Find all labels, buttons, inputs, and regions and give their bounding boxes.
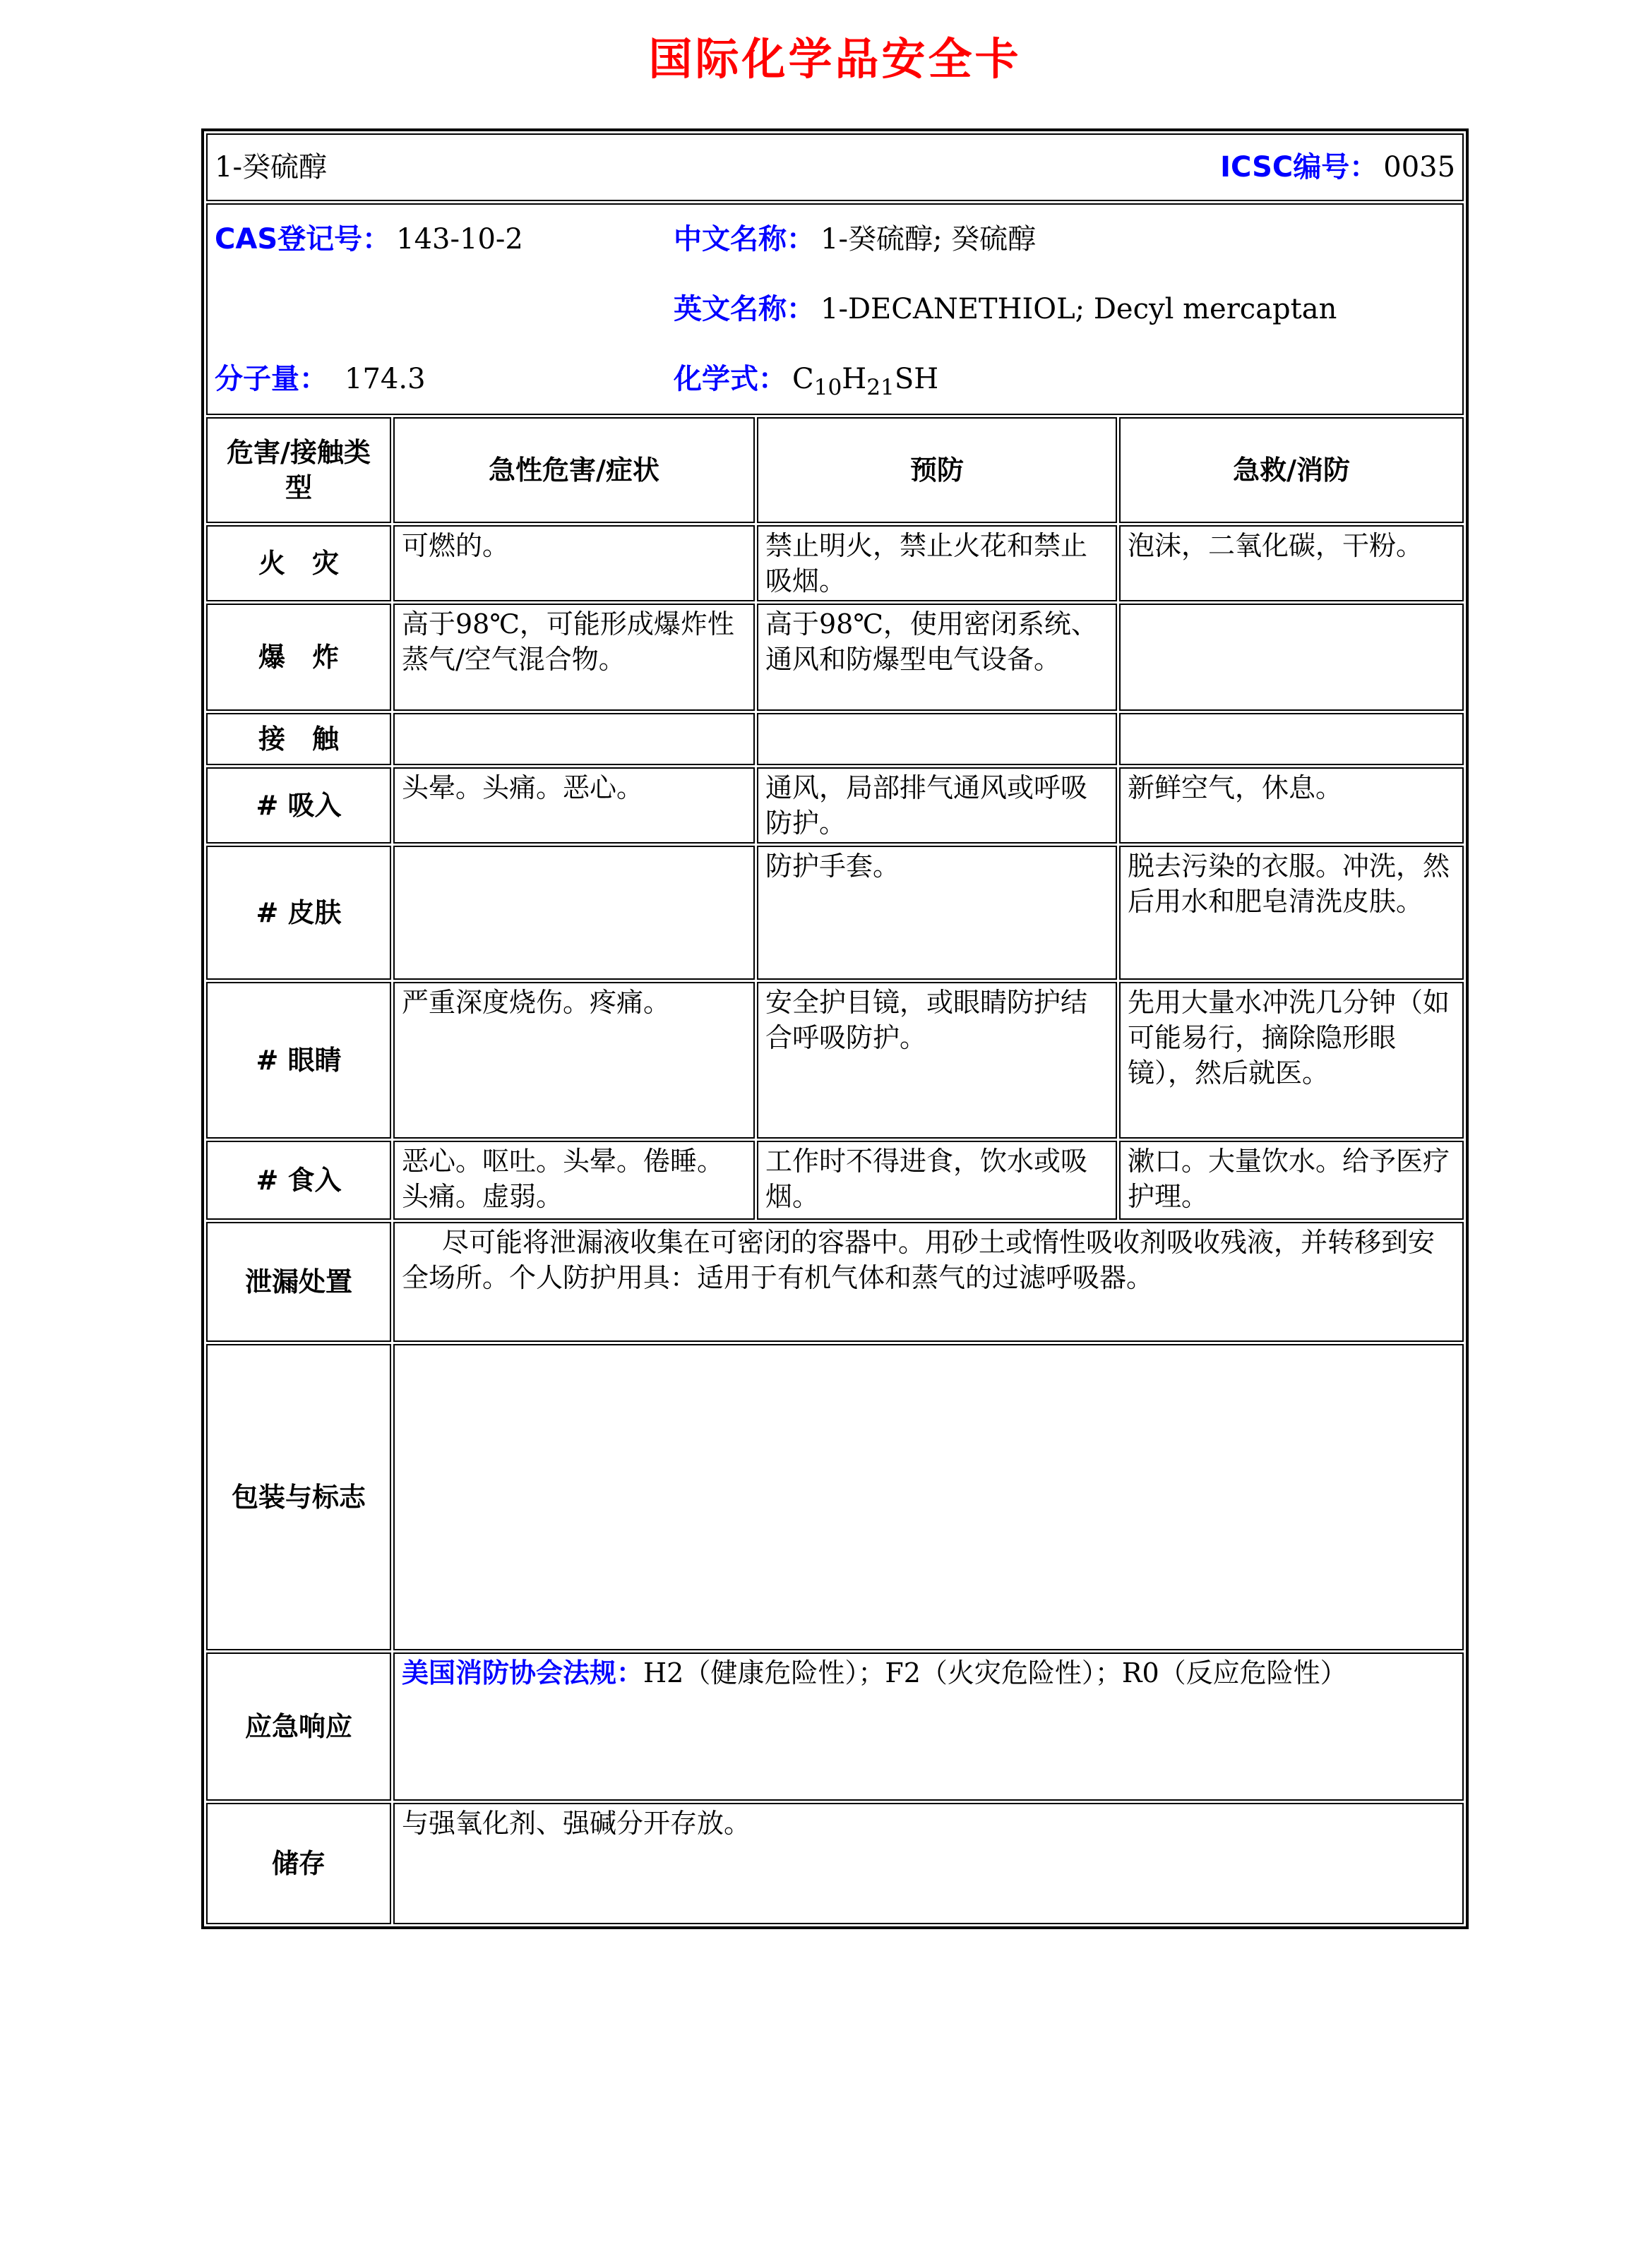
chemical-formula: [792, 362, 939, 400]
table-row-spill-disposal: [206, 1222, 1464, 1342]
table-row-storage: [206, 1803, 1464, 1924]
chinese-name-line: [674, 222, 1462, 257]
table-row-emergency-response: [206, 1652, 1464, 1801]
formula-h: H: [842, 362, 867, 395]
cas-label: CAS登记号：: [215, 223, 391, 256]
row-label-skin: # 皮肤: [206, 846, 391, 980]
inhalation-aid-cell: 新鲜空气，休息。: [1119, 767, 1464, 844]
nfpa-value: H2（健康危险性）；F2（火灾危险性）；R0（反应危险性）: [643, 1657, 1347, 1688]
spill-disposal-cell: 尽可能将泄漏液收集在可密闭的容器中。用砂土或惰性吸收剂吸收残液，并转移到安全场所。个人防护用具：适用于有机气体和蒸气的过滤呼吸器。: [393, 1222, 1464, 1342]
molecular-weight-value: 174.3: [345, 362, 426, 395]
table-row-fire: [206, 525, 1464, 601]
formula-label: 化学式：: [674, 362, 787, 395]
skin-prevention-cell: 防护手套。: [757, 846, 1117, 980]
english-name-label: 英文名称：: [674, 292, 815, 325]
english-name-value: 1-DECANETHIOL; Decyl mercaptan: [820, 292, 1337, 325]
cas-line: [215, 222, 674, 257]
storage-cell: 与强氧化剂、强碱分开存放。: [393, 1803, 1464, 1924]
identifiers-cell: [206, 203, 1464, 415]
safety-card-table: [201, 128, 1469, 1929]
identifiers-row: [206, 203, 1464, 415]
col-header-symptoms: 急性危害/症状: [393, 417, 755, 523]
contact-symptoms-cell: [393, 713, 755, 765]
icsc-number: 0035: [1383, 151, 1456, 184]
explosion-aid-cell: [1119, 604, 1464, 711]
page-title: 国际化学品安全卡: [648, 33, 1022, 85]
fire-prevention-cell: 禁止明火，禁止火花和禁止吸烟。: [757, 525, 1117, 601]
ingestion-aid-cell: 漱口。大量饮水。给予医疗护理。: [1119, 1141, 1464, 1220]
substance-name: 1-癸硫醇: [215, 151, 327, 184]
formula-c-subscript: 10: [813, 374, 842, 400]
row-label-storage: 储存: [206, 1803, 391, 1924]
row-label-packaging: 包装与标志: [206, 1344, 391, 1650]
col-header-hazard-type: 危害/接触类型: [206, 417, 391, 523]
row-label-emergency-response: 应急响应: [206, 1652, 391, 1801]
molecular-weight-line: [215, 361, 674, 397]
fire-symptoms-cell: 可燃的。: [393, 525, 755, 601]
row-label-inhalation: # 吸入: [206, 767, 391, 844]
table-row-skin: [206, 846, 1464, 980]
col-header-first-aid: 急救/消防: [1119, 417, 1464, 523]
skin-symptoms-cell: [393, 846, 755, 980]
row-label-explosion: 爆 炸: [206, 604, 391, 711]
skin-aid-cell: 脱去污染的衣服。冲洗，然后用水和肥皂清洗皮肤。: [1119, 846, 1464, 980]
chinese-name-value: 1-癸硫醇; 癸硫醇: [820, 223, 1037, 256]
english-name-line: [674, 292, 1462, 327]
contact-prevention-cell: [757, 713, 1117, 765]
identifiers-grid: [215, 205, 1462, 414]
nfpa-label: 美国消防协会法规：: [402, 1657, 644, 1688]
substance-header-row: [206, 133, 1464, 201]
row-label-spill-disposal: 泄漏处置: [206, 1222, 391, 1342]
chinese-name-label: 中文名称：: [674, 223, 815, 256]
formula-tail: SH: [894, 362, 939, 395]
fire-aid-cell: 泡沫，二氧化碳，干粉。: [1119, 525, 1464, 601]
row-label-fire: 火 灾: [206, 525, 391, 601]
table-row-eyes: [206, 982, 1464, 1139]
cas-value: 143-10-2: [396, 223, 523, 256]
row-label-contact: 接 触: [206, 713, 391, 765]
icsc-number-group: [1220, 150, 1455, 185]
contact-aid-cell: [1119, 713, 1464, 765]
molecular-weight-label: 分子量：: [215, 362, 328, 395]
table-row-inhalation: [206, 767, 1464, 844]
packaging-cell: [393, 1344, 1464, 1650]
emergency-response-cell: [393, 1652, 1464, 1801]
inhalation-symptoms-cell: 头晕。头痛。恶心。: [393, 767, 755, 844]
explosion-prevention-cell: 高于98℃，使用密闭系统、通风和防爆型电气设备。: [757, 604, 1117, 711]
formula-line: [674, 361, 1462, 400]
substance-header-flex: [208, 135, 1462, 200]
inhalation-prevention-cell: 通风，局部排气通风或呼吸防护。: [757, 767, 1117, 844]
table-row-packaging: [206, 1344, 1464, 1650]
column-header-row: [206, 417, 1464, 523]
substance-header-cell: [206, 133, 1464, 201]
row-label-ingestion: # 食入: [206, 1141, 391, 1220]
row-label-eyes: # 眼睛: [206, 982, 391, 1139]
icsc-label: ICSC编号：: [1220, 151, 1378, 184]
formula-h-subscript: 21: [866, 374, 895, 400]
table-row-ingestion: [206, 1141, 1464, 1220]
eyes-prevention-cell: 安全护目镜，或眼睛防护结合呼吸防护。: [757, 982, 1117, 1139]
col-header-prevention: 预防: [757, 417, 1117, 523]
ingestion-symptoms-cell: 恶心。呕吐。头晕。倦睡。头痛。虚弱。: [393, 1141, 755, 1220]
ingestion-prevention-cell: 工作时不得进食，饮水或吸烟。: [757, 1141, 1117, 1220]
explosion-symptoms-cell: 高于98℃，可能形成爆炸性蒸气/空气混合物。: [393, 604, 755, 711]
table-row-explosion: [206, 604, 1464, 711]
formula-c: C: [792, 362, 814, 395]
table-row-contact: [206, 713, 1464, 765]
eyes-symptoms-cell: 严重深度烧伤。疼痛。: [393, 982, 755, 1139]
eyes-aid-cell: 先用大量水冲洗几分钟（如可能易行，摘除隐形眼镜），然后就医。: [1119, 982, 1464, 1139]
